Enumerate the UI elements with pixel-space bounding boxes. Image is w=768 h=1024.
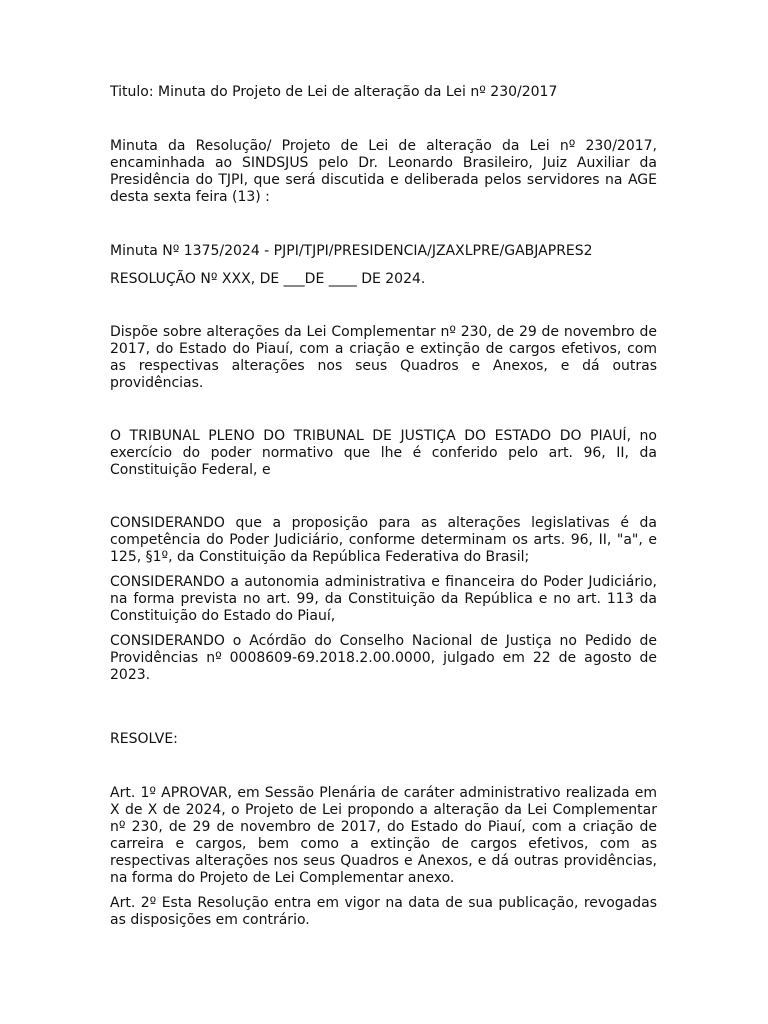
resolve-heading: RESOLVE: [110, 731, 178, 747]
considerando-2: CONSIDERANDO a autonomia administrativa e financeira do Poder Judiciário, na forma prevista no art. 99, da Constituição da República e no art. 113 da Constituição do Estado do Piauí, [110, 574, 657, 624]
considerando-3: CONSIDERANDO o Acórdão do Conselho Nacional de Justiça no Pedido de Providências nº 0008609-69.2018.2.00.0000, julgado em 22 de agosto de 2023. [110, 633, 657, 683]
document-page [110, 84, 657, 929]
considerando-1: CONSIDERANDO que a proposição para as alterações legislativas é da competência do Poder Judiciário, conforme determinam os arts. 96, II, "a", e 125, §1º, da Constituição da República Federativa do Brasil; [110, 515, 657, 565]
ementa-paragraph: Dispõe sobre alterações da Lei Complementar nº 230, de 29 de novembro de 2017, do Estado do Piauí, com a criação e extinção de cargos efetivos, com as respectivas alterações nos seus Quadros e Anexos, e dá outras providências. [110, 324, 657, 391]
minuta-reference: Minuta Nº 1375/2024 - PJPI/TJPI/PRESIDENCIA/JZAXLPRE/GABJAPRES2 [110, 243, 593, 259]
preamble-paragraph: O TRIBUNAL PLENO DO TRIBUNAL DE JUSTIÇA DO ESTADO DO PIAUÍ, no exercício do poder normativo que lhe é conferido pelo art. 96, II, da Constituição Federal, e [110, 428, 657, 478]
article-1: Art. 1º APROVAR, em Sessão Plenária de caráter administrativo realizada em X de X de 2024, o Projeto de Lei propondo a alteração da Lei Complementar nº 230, de 29 de novembro de 2017, do Estado do Piauí, com a criação de carreira e cargos, bem como a extinção de cargos efetivos, com as respectivas alterações nos seus Quadros e Anexos, e dá outras providências, na forma do Projeto de Lei Complementar anexo. [110, 785, 657, 886]
resolution-header: RESOLUÇÃO Nº XXX, DE ___DE ____ DE 2024. [110, 271, 426, 287]
article-2: Art. 2º Esta Resolução entra em vigor na data de sua publicação, revogadas as disposições em contrário. [110, 895, 657, 928]
intro-paragraph: Minuta da Resolução/ Projeto de Lei de alteração da Lei nº 230/2017, encaminhada ao SINDSJUS pelo Dr. Leonardo Brasileiro, Juiz Auxiliar da Presidência do TJPI, que será discutida e deliberada pelos servidores na AGE desta sexta feira (13) : [110, 138, 657, 205]
document-title: Titulo: Minuta do Projeto de Lei de alteração da Lei nº 230/2017 [110, 84, 558, 100]
